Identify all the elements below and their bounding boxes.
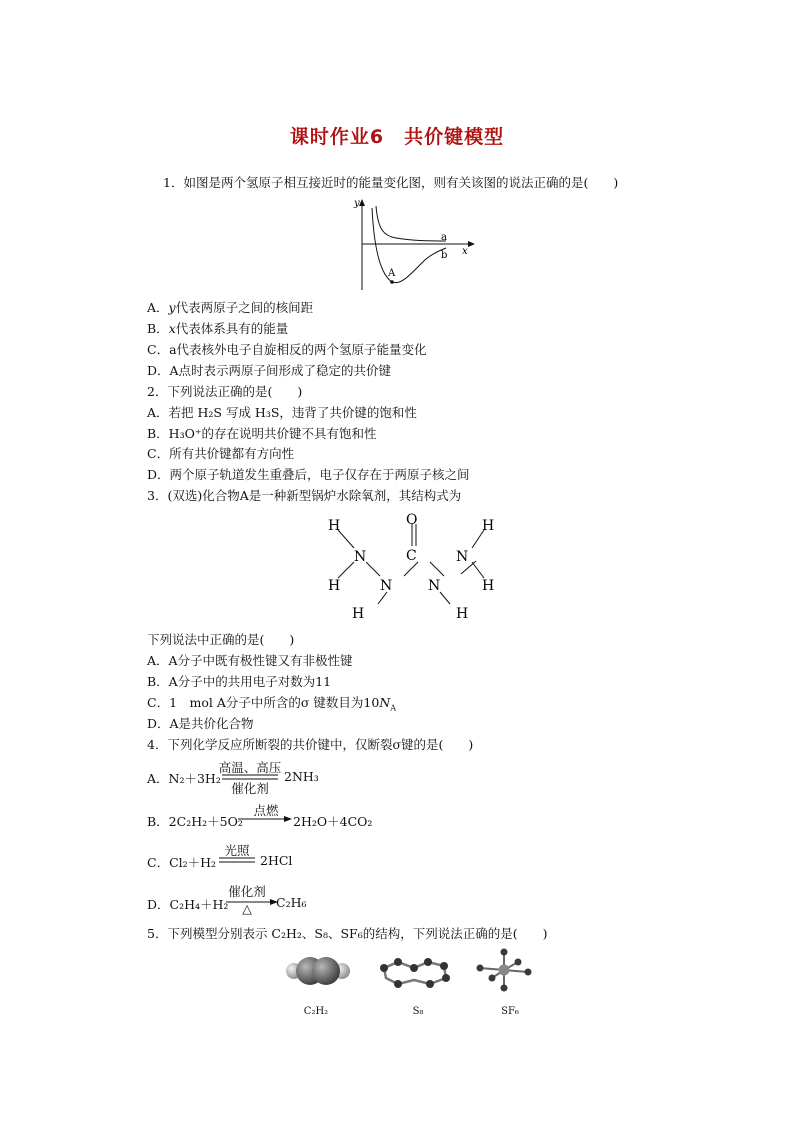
q2-option-d: D．两个原子轨道发生重叠后，电子仅存在于两原子核之间 <box>147 467 470 482</box>
q4-option-d <box>147 895 228 913</box>
q1-option-a-var: y <box>168 300 176 315</box>
atom-h-1: H <box>328 518 341 534</box>
graph-y-label: y <box>354 198 360 209</box>
q1-option-a-text: 代表两原子之间的核间距 <box>175 300 314 315</box>
q4-c-cond-top: 光照 <box>224 843 250 858</box>
q4-b-reactants: B．2C₂H₂＋5O₂ <box>147 814 243 829</box>
q1-option-c: C．a代表核外电子自旋相反的两个氢原子能量变化 <box>147 342 427 357</box>
q4-option-b <box>147 812 243 830</box>
q4-d-product: C₂H₆ <box>276 895 307 910</box>
q4-b-cond-top: 点燃 <box>253 803 279 818</box>
q4-option-a <box>147 769 221 787</box>
q4-c-reactants: C．Cl₂＋H₂ <box>147 855 217 870</box>
atom-o: O <box>406 512 418 528</box>
q4-b-product: 2H₂O＋4CO₂ <box>293 814 373 829</box>
q3-sub-stem: 下列说法中正确的是( ) <box>147 632 295 647</box>
q4-a-cond-top: 高温、高压 <box>218 760 282 775</box>
graph-curve-a-label: a <box>441 232 447 243</box>
q4-stem: 4．下列化学反应所断裂的共价键中，仅断裂σ键的是( ) <box>147 737 474 752</box>
q4-d-cond-bottom: △ <box>242 901 252 916</box>
q3-option-c-text: C．1 mol A分子中所含的σ 键数目为10 <box>147 695 380 710</box>
energy-curve-graph <box>348 196 478 292</box>
c2h2-model-image <box>284 954 352 988</box>
graph-point-a-label: A <box>388 268 396 279</box>
atom-h-4: H <box>456 606 469 622</box>
q1-option-a-prefix: A． <box>147 300 169 315</box>
q2-option-a: A．若把 H₂S 写成 H₃S，违背了共价键的饱和性 <box>147 405 417 420</box>
q1-option-b-prefix: B． <box>147 321 169 336</box>
q1-option-b-var: x <box>168 321 176 336</box>
q4-a-reactants: A．N₂＋3H₂ <box>147 771 221 786</box>
atom-c: C <box>406 548 417 564</box>
q3-option-c-var: N <box>379 695 391 710</box>
q4-a-cond-bottom: 催化剂 <box>231 781 269 796</box>
sf6-label: SF₆ <box>501 1006 519 1017</box>
q3-option-d: D．A是共价化合物 <box>147 716 254 731</box>
q1-stem: 1．如图是两个氢原子相互接近时的能量变化图，则有关该图的说法正确的是( ) <box>163 175 619 190</box>
q3-stem: 3．(双选)化合物A是一种新型锅炉水除氧剂，其结构式为 <box>147 488 462 503</box>
q3-option-c-sub: A <box>390 703 397 713</box>
structural-formula <box>318 508 508 628</box>
graph-x-label: x <box>462 246 468 257</box>
atom-h-6: H <box>482 578 495 594</box>
q4-a-product: 2NH₃ <box>284 769 319 784</box>
q3-option-c <box>147 695 396 717</box>
q5-stem: 5．下列模型分别表示 C₂H₂、S₈、SF₆的结构，下列说法正确的是( ) <box>147 926 548 941</box>
s8-model-image <box>376 954 456 990</box>
page-title: 课时作业6 共价键模型 <box>289 126 505 148</box>
q4-d-reactants: D．C₂H₄＋H₂ <box>147 897 229 912</box>
q3-option-a: A．A分子中既有极性键又有非极性键 <box>147 653 353 668</box>
q1-option-d: D．A点时表示两原子间形成了稳定的共价键 <box>147 363 392 378</box>
atom-h-2: H <box>328 578 341 594</box>
q1-option-b-text: 代表体系具有的能量 <box>175 321 289 336</box>
sf6-model-image <box>472 948 536 992</box>
q2-option-c: C．所有共价键都有方向性 <box>147 446 295 461</box>
q4-b-arrow-icon <box>238 815 292 823</box>
atom-h-3: H <box>352 606 365 622</box>
q2-stem: 2．下列说法正确的是( ) <box>147 384 303 399</box>
q3-option-b: B．A分子中的共用电子对数为11 <box>147 674 332 689</box>
q4-c-equals-sign <box>219 857 255 863</box>
q2-option-b: B．H₃O⁺的存在说明共价键不具有饱和性 <box>147 426 377 441</box>
c2h2-label: C₂H₂ <box>303 1006 329 1017</box>
s8-label: S₈ <box>412 1006 424 1017</box>
atom-n-1: N <box>354 549 367 565</box>
atom-n-2: N <box>380 578 393 594</box>
q4-option-c <box>147 853 216 871</box>
atom-n-3: N <box>428 578 441 594</box>
q1-option-b <box>147 321 288 337</box>
graph-curve-b-label: b <box>441 250 448 261</box>
atom-h-5: H <box>482 518 495 534</box>
q1-option-a <box>147 300 313 316</box>
atom-n-4: N <box>456 549 469 565</box>
q4-c-product: 2HCl <box>260 853 293 868</box>
q4-d-cond-top: 催化剂 <box>228 884 266 899</box>
